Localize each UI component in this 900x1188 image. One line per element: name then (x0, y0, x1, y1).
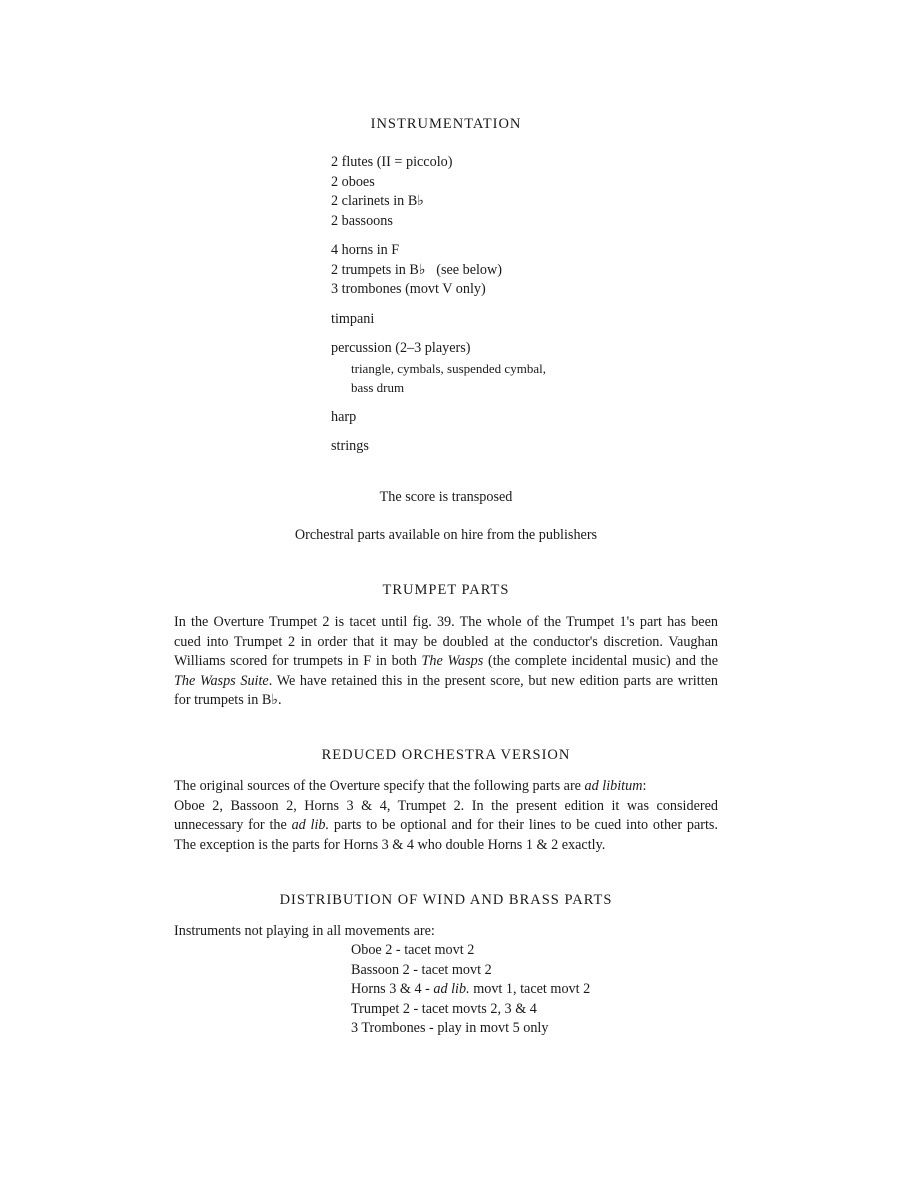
percussion-detail: triangle, cymbals, suspended cymbal, (351, 360, 546, 376)
distribution-item: 3 Trombones - play in movt 5 only (351, 1020, 549, 1036)
text: parts to be optional and for their lines to be cued into other parts. The exception is the parts for Horns 3 & 4 who double Horns 1 & 2 exactly. (174, 817, 718, 853)
text: : (642, 778, 647, 794)
instrument-item: 3 trombones (movt V only) (331, 281, 486, 297)
reduced-orchestra-heading: REDUCED ORCHESTRA VERSION (321, 747, 571, 763)
percussion-detail: bass drum (351, 380, 405, 395)
distribution-item: Horns 3 & 4 - ad lib. movt 1, tacet movt 2 (351, 981, 591, 997)
distribution-list (351, 941, 590, 1039)
instrument-item: percussion (2–3 players) (331, 340, 471, 356)
italic-term: ad libitum (584, 778, 643, 794)
instrument-item: 2 bassoons (331, 212, 393, 229)
trumpet-parts-heading: TRUMPET PARTS (382, 582, 510, 598)
distribution-heading: DISTRIBUTION OF WIND AND BRASS PARTS (279, 892, 613, 908)
reduced-orchestra-paragraph (174, 777, 718, 855)
distribution-intro: Instruments not playing in all movements are: (174, 923, 435, 939)
text: The original sources of the Overture specify that the following parts are (174, 778, 585, 794)
instrument-item: 2 clarinets in B♭ (331, 193, 424, 209)
instrument-item: harp (331, 408, 357, 425)
trumpet-parts-paragraph (174, 613, 718, 711)
text: In the Overture Trumpet 2 is tacet until fig. 39. The whole of the Trumpet 1's part has been cued into Trumpet 2 in order that it may be doubled at the conductor's discretion. Vaughan Williams scored for trumpets in F in both (174, 614, 718, 669)
distribution-item: Bassoon 2 - tacet movt 2 (351, 961, 492, 978)
instrument-item: 2 flutes (II = piccolo) (331, 154, 453, 170)
text: (the complete incidental music) and the (483, 653, 718, 669)
instrument-item: timpani (331, 310, 375, 327)
instrument-item: strings (331, 438, 369, 454)
italic-term: ad lib. (291, 817, 330, 833)
italic-title: The Wasps (421, 653, 484, 669)
text: Oboe 2, Bassoon 2, Horns 3 & 4, Trumpet 2. In the present edition it was considered unnecessary for the (174, 797, 718, 833)
hire-note: Orchestral parts available on hire from the publishers (294, 527, 598, 543)
distribution-item: Oboe 2 - tacet movt 2 (351, 942, 475, 958)
instrumentation-heading: INSTRUMENTATION (370, 116, 522, 132)
italic-title: The Wasps Suite (174, 672, 269, 689)
instrument-item: 2 oboes (331, 173, 375, 190)
instrument-item: 2 trumpets in B♭ (see below) (331, 261, 502, 278)
transposed-note: The score is transposed (379, 489, 513, 505)
instrument-item: 4 horns in F (331, 242, 400, 258)
text: . We have retained this in the present score, but new edition parts are written for trumpets in B♭. (174, 672, 718, 708)
instrument-list (331, 153, 546, 457)
distribution-item: Trumpet 2 - tacet movts 2, 3 & 4 (351, 1000, 537, 1017)
